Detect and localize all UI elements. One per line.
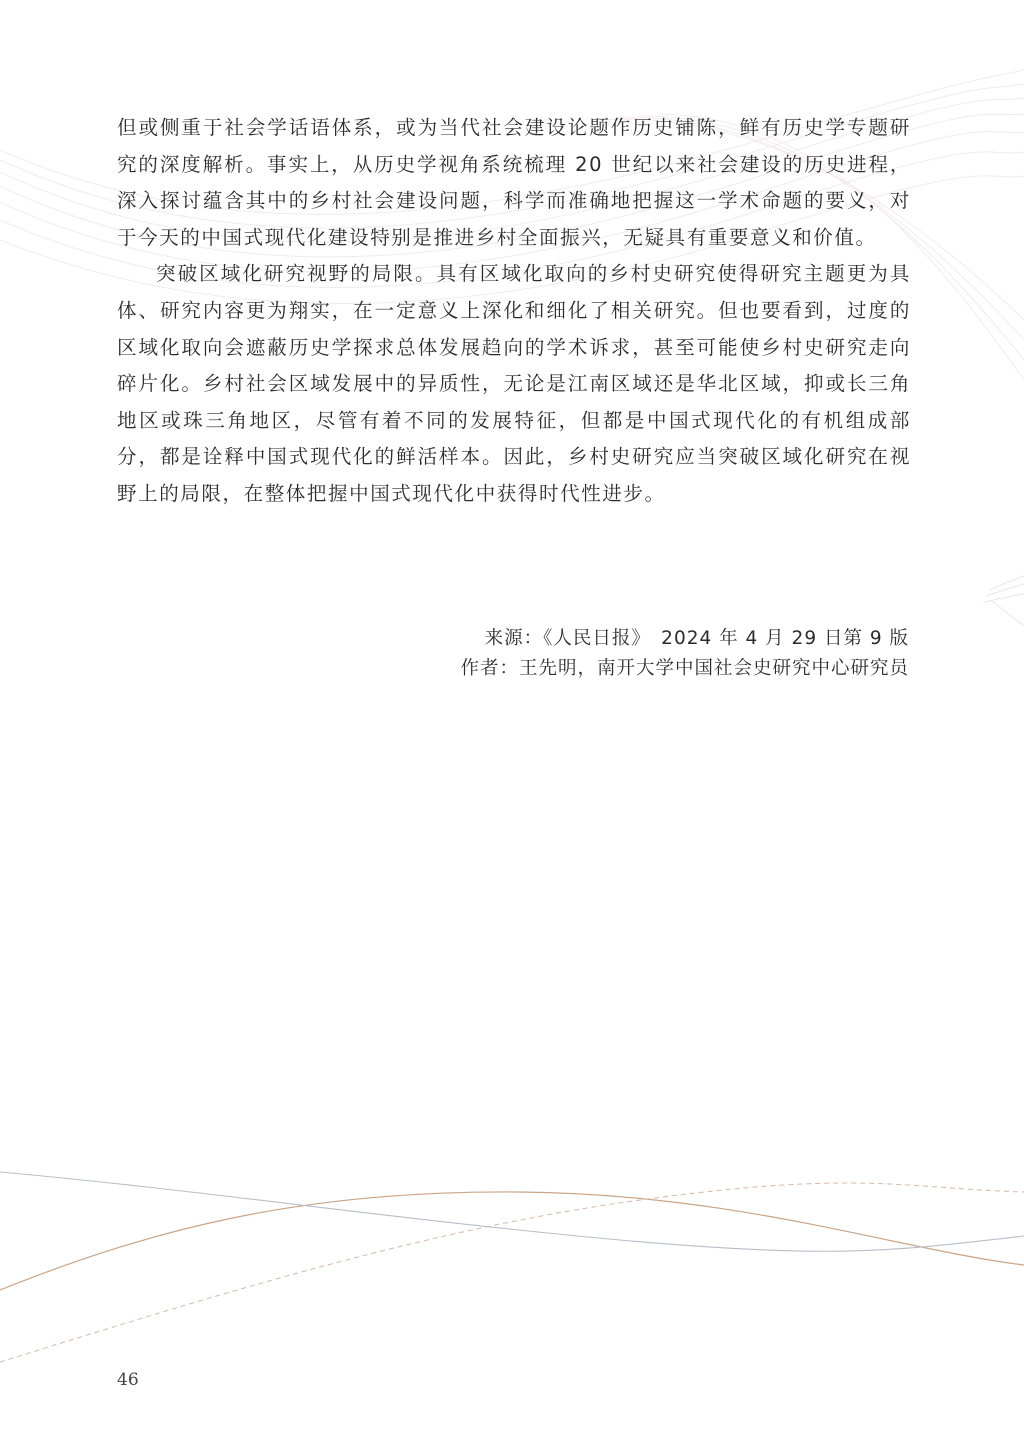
right-wave-ribbon bbox=[984, 576, 1024, 626]
paragraph-1: 但或侧重于社会学话语体系，或为当代社会建设论题作历史铺陈，鲜有历史学专题研究的深度解析。事实上，从历史学视角系统梳理 20 世纪以来社会建设的历史进程，深入探讨蕴含其中的乡村社会建设问题，科学而准确地把握这一学术命题的要义，对于今天的中国式现代化建设特别是推进乡村全面振兴，无疑具有重要意义和价值。 bbox=[117, 116, 911, 249]
bottom-curve-gray bbox=[0, 1172, 1024, 1251]
bottom-curve-brown bbox=[0, 1192, 1024, 1290]
paragraph-2: 突破区域化研究视野的局限。具有区域化取向的乡村史研究使得研究主题更为具体、研究内容更为翔实，在一定意义上深化和细化了相关研究。但也要看到，过度的区域化取向会遮蔽历史学探求总体发展趋向的学术诉求，甚至可能使乡村史研究走向碎片化。乡村社会区域发展中的异质性，无论是江南区域还是华北区域，抑或长三角地区或珠三角地区，尽管有着不同的发展特征，但都是中国式现代化的有机组成部分，都是诠释中国式现代化的鲜活样本。因此，乡村史研究应当突破区域化研究在视野上的局限，在整体把握中国式现代化中获得时代性进步。 bbox=[117, 262, 911, 505]
author-line: 作者：王先明，南开大学中国社会史研究中心研究员 bbox=[460, 658, 909, 679]
article-body bbox=[117, 110, 911, 513]
bottom-curve-dashed bbox=[0, 1183, 1024, 1362]
citation-block bbox=[460, 624, 909, 684]
page-number: 46 bbox=[117, 1370, 139, 1390]
source-line: 来源：《人民日报》 2024 年 4 月 29 日第 9 版 bbox=[484, 628, 909, 649]
